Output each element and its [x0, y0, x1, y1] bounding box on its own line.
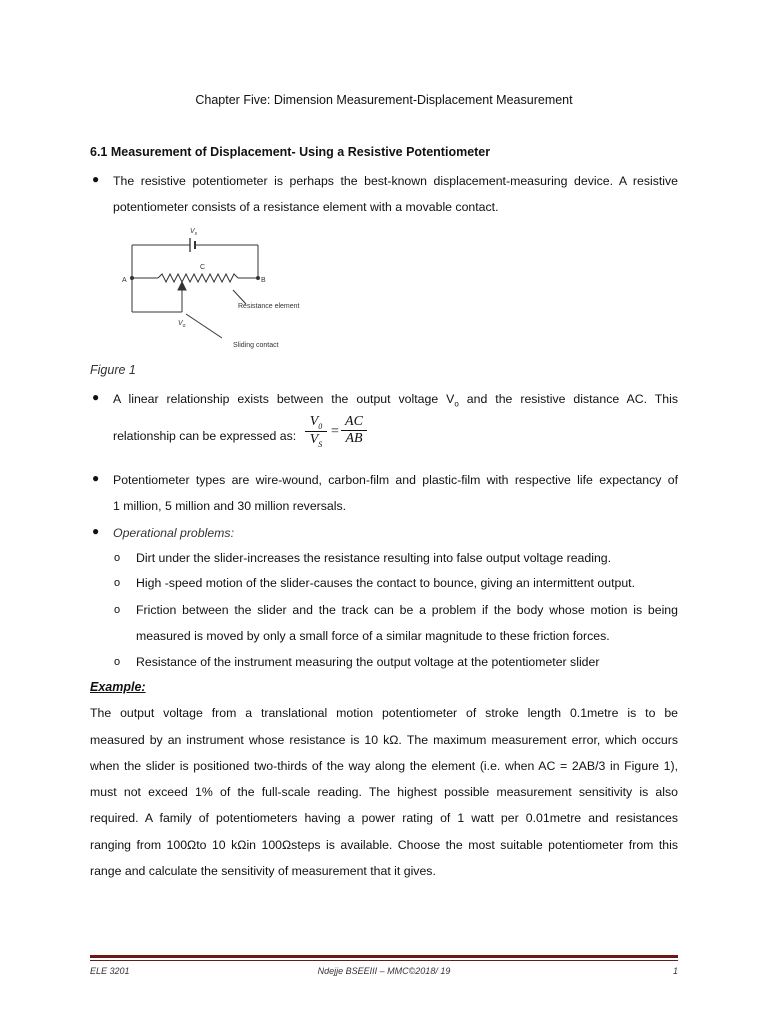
example-heading: Example:: [90, 680, 146, 694]
node-b-dot: [256, 276, 260, 280]
bullet-icon: ●: [92, 390, 100, 404]
label-b: B: [261, 277, 266, 284]
figure-caption: Figure 1: [90, 363, 136, 377]
example-line: measured by an instrument whose resistance is 10 kΩ. The maximum measurement error, which occurs: [90, 733, 678, 747]
potentiometer-circuit-diagram: [118, 222, 348, 352]
label-vs: $V_s$: [190, 228, 198, 237]
equation-lhs: $\frac{V_0}{V_S}$: [305, 414, 327, 449]
equation-rhs: $\frac{AC}{AB}$: [341, 414, 367, 447]
operational-problems-label: Operational problems:: [113, 526, 234, 540]
example-line: required. A family of potentiometers having a power rating of 1 watt per 0.01metre and resistances: [90, 811, 678, 825]
bullet-icon: ●: [92, 172, 100, 186]
sub-bullet-4: Resistance of the instrument measuring the output voltage at the potentiometer slider: [136, 655, 600, 669]
sub-bullet-3-line1: Friction between the slider and the track can be a problem if the body whose motion is being: [136, 603, 678, 617]
footer-rule: [90, 955, 678, 958]
sub-bullet-icon: o: [114, 604, 121, 616]
label-resistance-element: Resistance element: [238, 303, 300, 310]
bullet2-line1: A linear relationship exists between the output voltage $V_o$ and the resistive distance AC. This: [113, 392, 678, 409]
page-number: 1: [672, 966, 678, 976]
footer-rule-thin: [90, 960, 678, 961]
example-line: range and calculate the sensitivity of measurement that it gives.: [90, 864, 436, 878]
label-vo: $V_o$: [178, 320, 186, 329]
bullet2-line2: relationship can be expressed as:: [113, 429, 297, 443]
equation-equals: =: [331, 424, 339, 439]
label-sliding-contact: Sliding contact: [233, 342, 279, 349]
chapter-title: Chapter Five: Dimension Measurement-Displacement Measurement: [195, 93, 573, 107]
bullet1-line2: potentiometer consists of a resistance element with a movable contact.: [113, 200, 499, 214]
sub-bullet-icon: o: [114, 577, 121, 589]
bullet1-line1: The resistive potentiometer is perhaps the best-known displacement-measuring device. A resistive: [113, 174, 678, 188]
sub-bullet-3-line2: measured is moved by only a small force of a similar magnitude to these friction forces.: [136, 629, 610, 643]
footer-course-code: ELE 3201: [90, 966, 130, 976]
example-line: The output voltage from a translational motion potentiometer of stroke length 0.1metre is to be: [90, 706, 678, 720]
section-heading: 6.1 Measurement of Displacement- Using a Resistive Potentiometer: [90, 145, 491, 159]
example-line: ranging from 100Ωto 10 kΩin 100Ωsteps is available. Choose the most suitable potentiometer from this: [90, 838, 678, 852]
bullet-icon: ●: [92, 524, 100, 538]
label-c: C: [200, 264, 206, 271]
sub-bullet-icon: o: [114, 656, 121, 668]
example-line: when the slider is positioned two-thirds of the way along the element (i.e. when AC = 2AB/3 in Figure 1),: [90, 759, 678, 773]
footer-center-text: Ndejje BSEEIII – MMC©2018/ 19: [317, 966, 451, 976]
sub-bullet-1: Dirt under the slider-increases the resistance resulting into false output voltage reading.: [136, 551, 612, 565]
sub-bullet-icon: o: [114, 552, 121, 564]
bullet-icon: ●: [92, 471, 100, 485]
example-line: must not exceed 1% of the full-scale reading. The highest possible measurement sensitivity is also: [90, 785, 678, 799]
sub-bullet-2: High -speed motion of the slider-causes the contact to bounce, giving an intermittent output.: [136, 576, 635, 590]
bullet3-line1: Potentiometer types are wire-wound, carbon-film and plastic-film with respective life expectancy of: [113, 473, 678, 487]
bullet3-line2: 1 million, 5 million and 30 million reversals.: [113, 499, 347, 513]
label-a: A: [122, 277, 127, 284]
node-a-dot: [130, 276, 134, 280]
